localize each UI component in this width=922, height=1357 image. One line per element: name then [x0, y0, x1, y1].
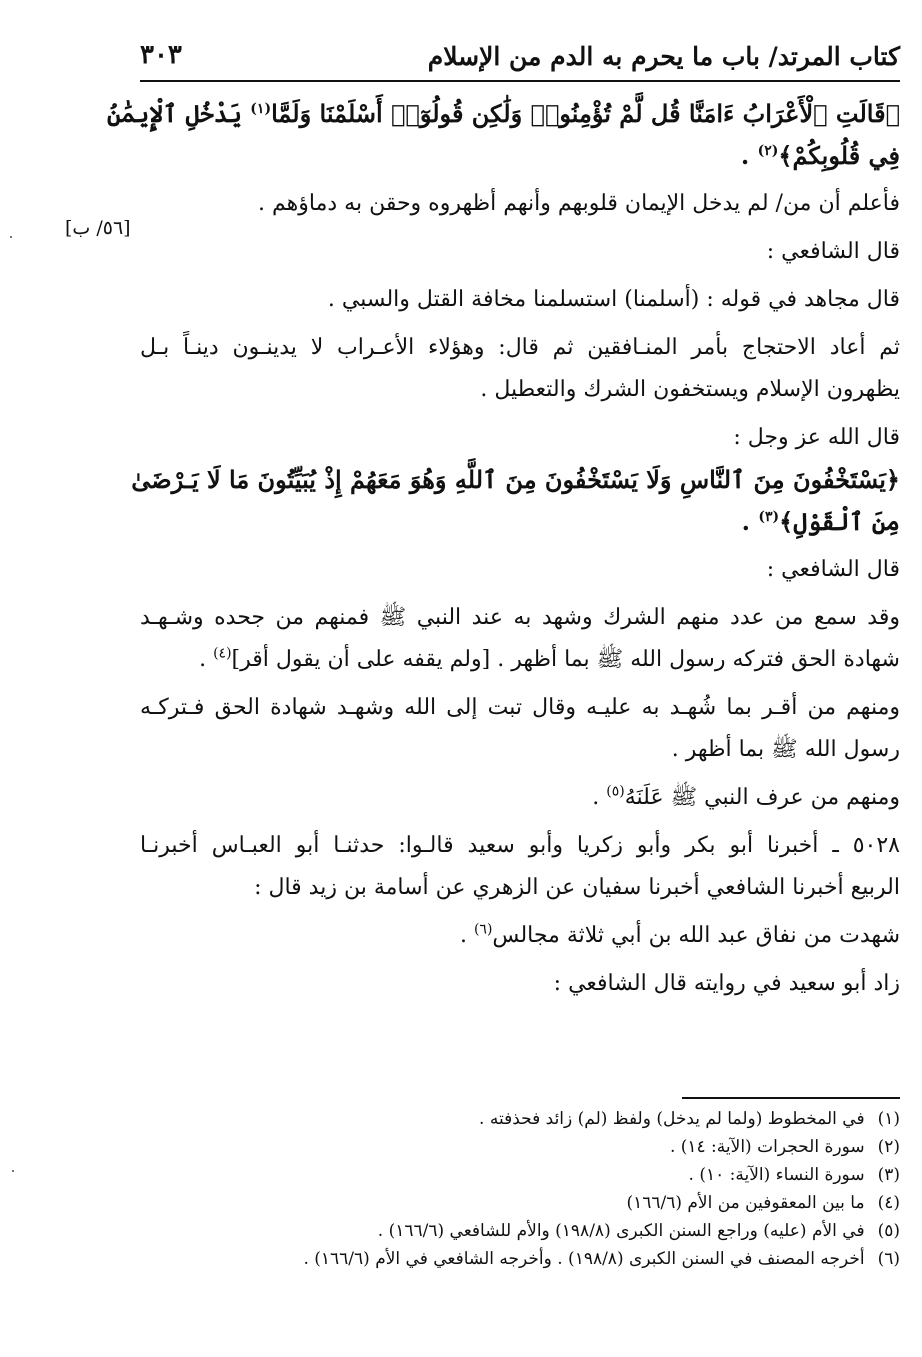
main-text [107, 93, 900, 1005]
footnote-ref: (٢) [757, 143, 779, 159]
quran-verse-line: ﴿قَالَتِ ٱلْأَعْرَابُ ءَامَنَّا قُل لَّمْ تُؤْمِنُوا۟ وَلَٰكِن قُولُوٓا۟ أَسْلَمْنَا وَلَمَّا$^{(١)}$ يَدْخُلِ ٱلْإِيمَٰنُ [107, 99, 900, 128]
text-line: الربيع أخبرنا الشافعي أخبرنا سفيان عن الزهري عن أسامة بن زيد قال : [254, 875, 900, 900]
text-line: شهدت من نفاق عبد الله بن أبي ثلاثة مجالس$^{(٦)}$ . [459, 921, 900, 948]
footnote: (١) في المخطوط (ولما لم يدخل) ولفظ (لم) زائد فحذفته . [479, 1109, 900, 1129]
speaker-line: قال الشافعي : [766, 239, 900, 264]
footnote: (٢) سورة الحجرات (الآية: ١٤) . [669, 1137, 900, 1157]
footnote-ref: (٤) [213, 645, 232, 662]
speaker-line: زاد أبو سعيد في روايته قال الشافعي : [553, 971, 900, 996]
quran-verse-line: فِي قُلُوبِكُمْ﴾$^{(٢)}$ . [740, 141, 900, 170]
manuscript-folio-note: [٥٦/ ب] [65, 217, 131, 239]
footnotes [60, 1105, 900, 1273]
quran-verse-line: ﴿يَسْتَخْفُونَ مِنَ ٱلنَّاسِ وَلَا يَسْتَخْفُونَ مِنَ ٱللَّهِ وَهُوَ مَعَهُمْ إِذْ يُبَيِّتُونَ مَا لَا يَـرْضَىٰ [131, 465, 900, 494]
footnote: (٥) في الأم (عليه) وراجع السنن الكبرى (١٩٨/٨) والأم للشافعي (١٦٦/٦) . [377, 1221, 900, 1241]
text-line: فأعلم أن من/ لم يدخل الإيمان قلوبهم وأنهم أظهروه وحقن به دماؤهم . [258, 191, 900, 216]
text-line: وقد سمع من عدد منهم الشرك وشهد به عند النبي ﷺ فمنهم من جحده وشـهـد [140, 605, 900, 630]
quran-verse-line: مِنَ ٱلْقَوْلِ﴾$^{(٣)}$ . [741, 507, 900, 536]
footnote: (٦) أخرجه المصنف في السنن الكبرى (١٩٨/٨) . وأخرجه الشافعي في الأم (١٦٦/٦) . [303, 1249, 900, 1269]
text-line: يظهرون الإسلام ويستخفون الشرك والتعطيل . [480, 377, 900, 402]
text-line: ومنهم من أقـر بما شُهـد به عليـه وقال تبت إلى الله وشهـد شهادة الحق فـتركـه [140, 695, 900, 720]
footnote-ref: (٥) [606, 783, 625, 800]
footnote-ref: (٦) [473, 921, 493, 938]
text-line: قال مجاهد في قوله : (أسلمنا) استسلمنا مخافة القتل والسبي . [327, 287, 900, 312]
running-header [140, 40, 900, 82]
text-line: ثم أعاد الاحتجاج بأمر المنـافقين ثم قال: وهؤلاء الأعـراب لا يدينـون دينـاً بـل [140, 335, 900, 360]
footnote: (٣) سورة النساء (الآية: ١٠) . [688, 1165, 900, 1185]
scan-speck [12, 1170, 14, 1172]
text-line: رسول الله ﷺ بما أظهر . [671, 737, 900, 762]
page-number: ٣٠٣ [140, 40, 182, 70]
footnote-ref: (١) [250, 101, 272, 117]
text-line: ومنهم من عرف النبي ﷺ عَلَنَهُ$^{(٥)}$ . [592, 783, 900, 810]
footnote-ref: (٣) [758, 509, 780, 525]
scan-speck [10, 236, 12, 238]
speaker-line: قال الشافعي : [766, 557, 900, 582]
text-line: شهادة الحق فتركه رسول الله ﷺ بما أظهر . [ولم يقفه على أن يقول أقر]$^{(٤)}$ . [199, 645, 900, 672]
footnote: (٤) ما بين المعقوفين من الأم (١٦٦/٦) [626, 1193, 900, 1213]
speaker-line: قال الله عز وجل : [733, 425, 900, 450]
footnote-separator [682, 1097, 900, 1099]
hadith-line: ٥٠٢٨ ـ أخبرنا أبو بكر وأبو زكريا وأبو سعيد قالـوا: حدثنـا أبو العبـاس أخبرنـا [140, 833, 900, 858]
chapter-title: كتاب المرتد/ باب ما يحرم به الدم من الإسلام [427, 42, 900, 71]
